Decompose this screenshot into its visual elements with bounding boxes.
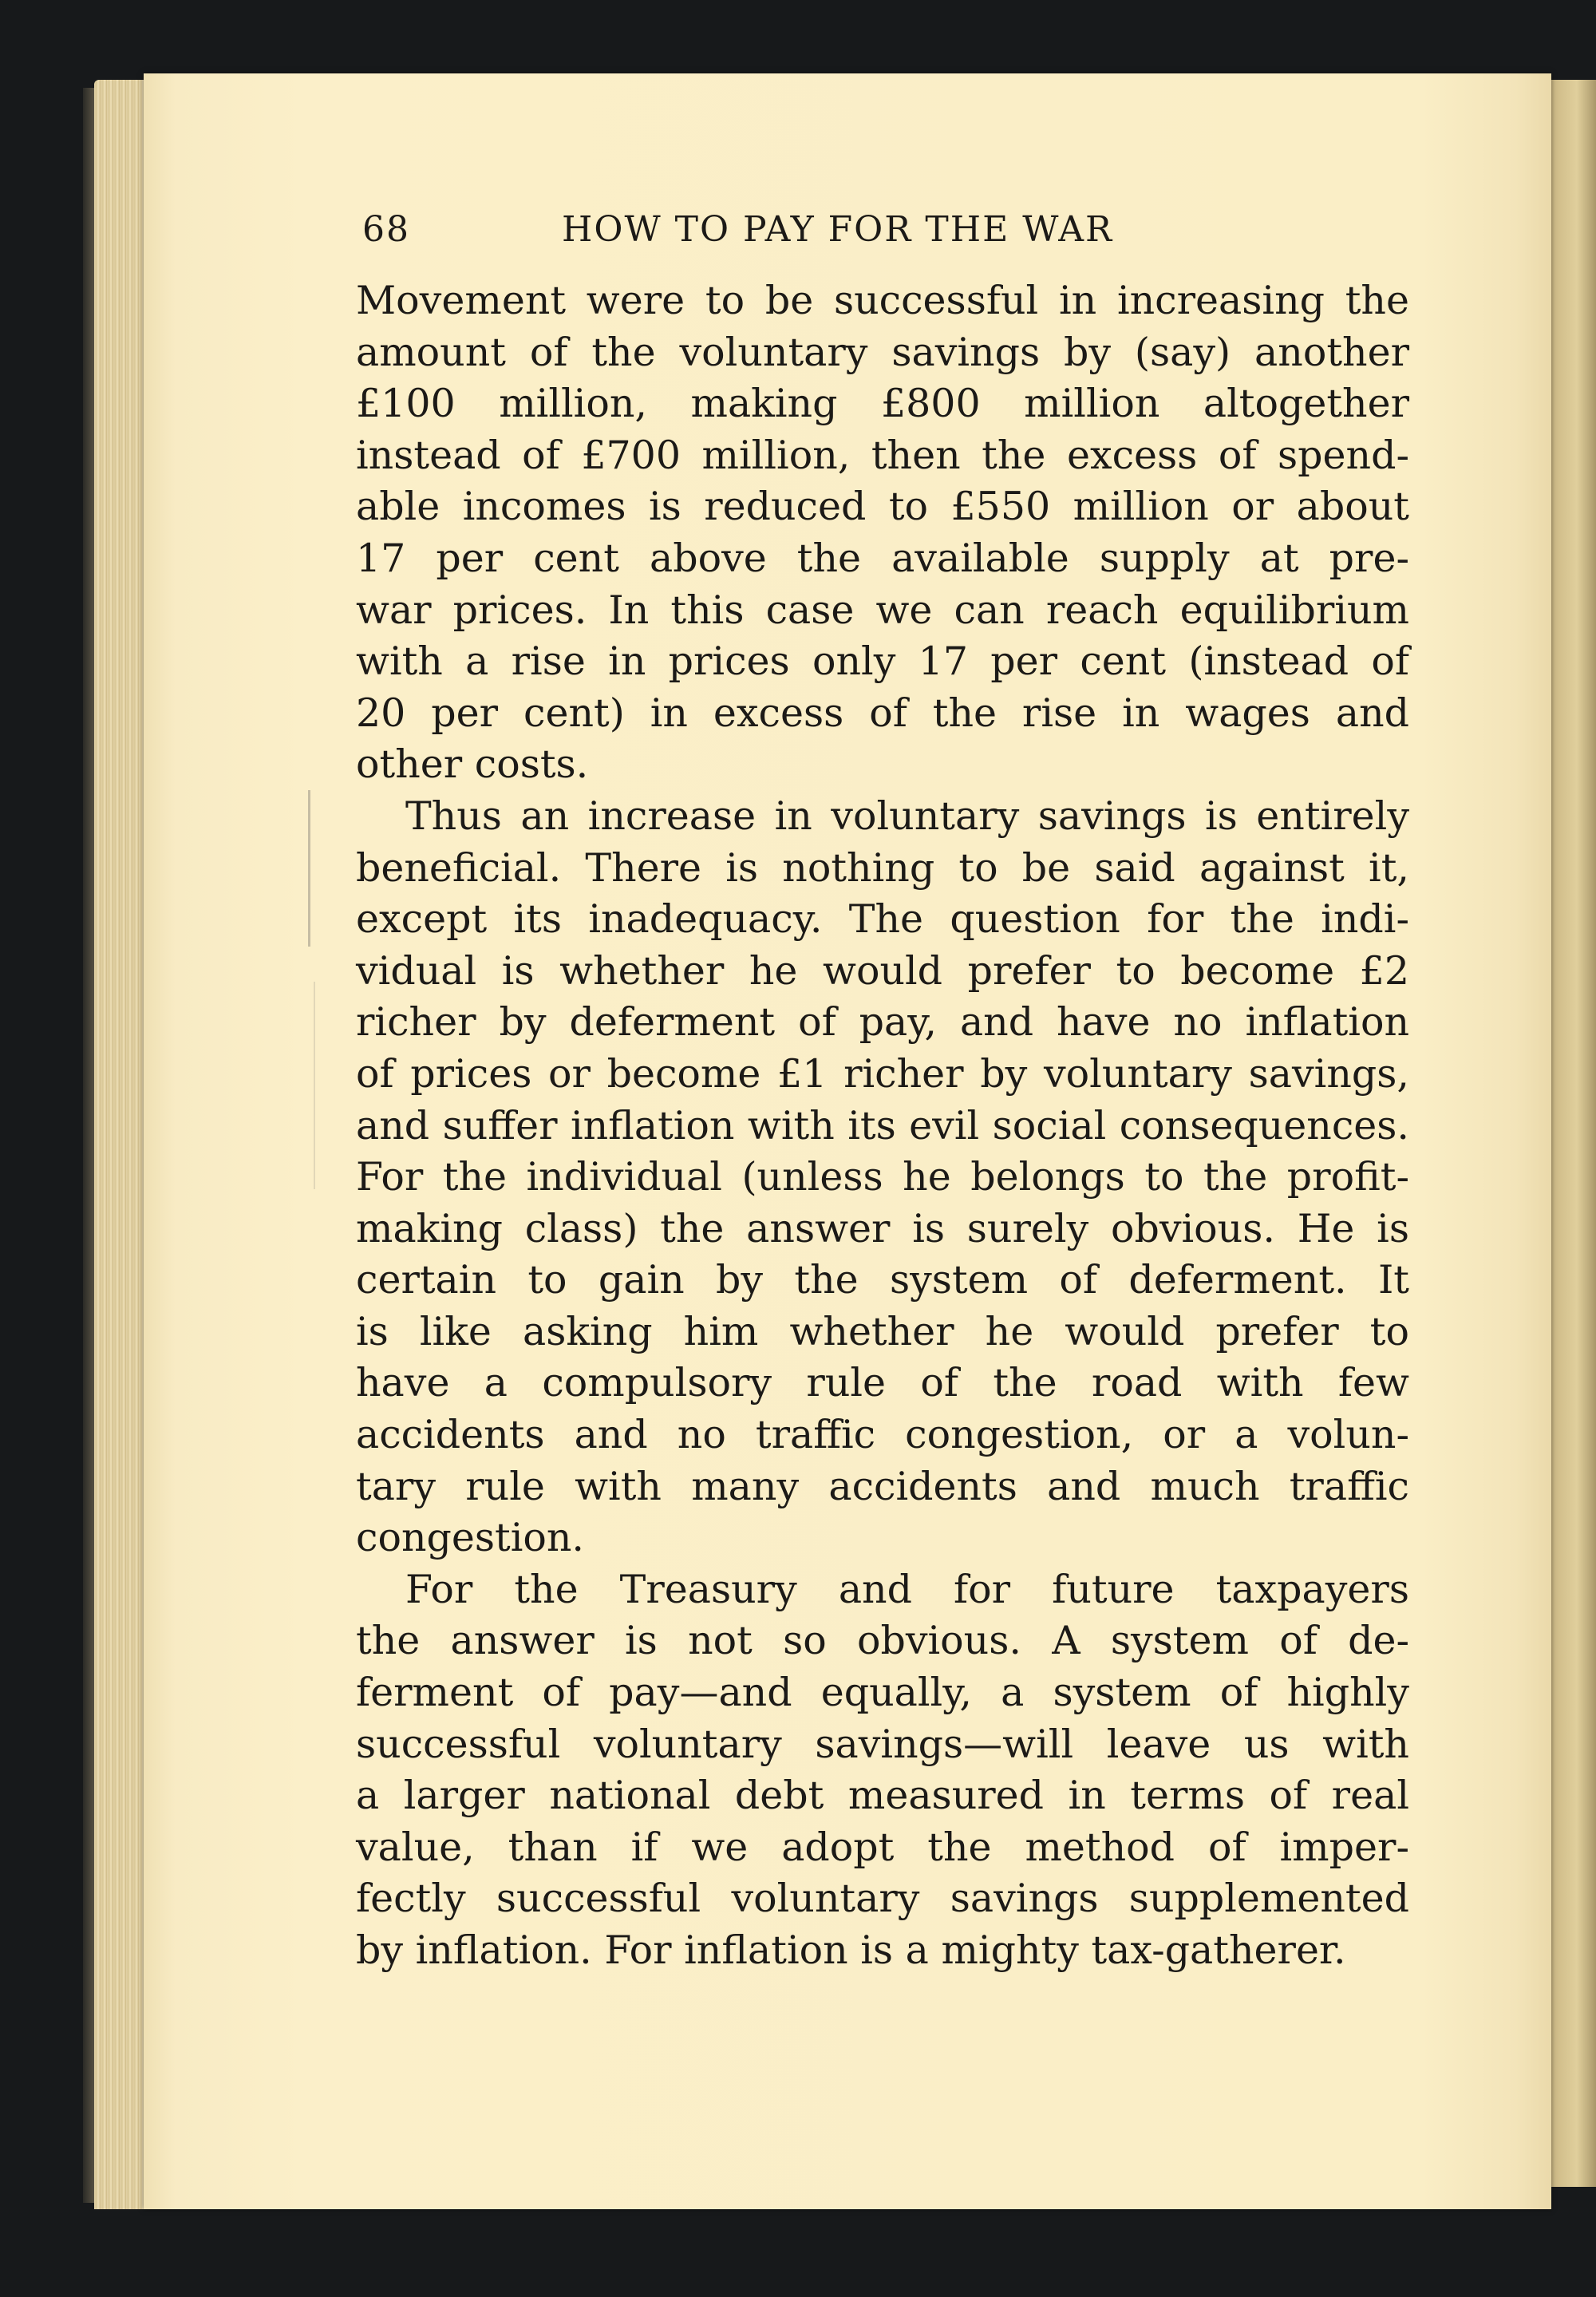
paragraph-first-line: For the Treasury and for future taxpayers — [405, 1566, 1409, 1612]
text-line: with a rise in prices only 17 per cent (instead of — [356, 638, 1409, 685]
text-line: instead of £700 million, then the excess of spend- — [356, 432, 1409, 478]
pencil-margin-mark-faint — [314, 982, 315, 1189]
text-line: war prices. In this case we can reach equilibrium — [356, 587, 1409, 633]
text-line: and suffer inflation with its evil social consequences. — [356, 1102, 1409, 1148]
text-line: fectly successful voluntary savings supplemented — [356, 1876, 1409, 1922]
text-line: For the individual (unless he belongs to the profit- — [356, 1154, 1409, 1200]
text-line: except its inadequacy. The question for the indi- — [356, 896, 1409, 943]
text-line: vidual is whether he would prefer to become £2 — [356, 947, 1409, 994]
text-line: able incomes is reduced to £550 million or about — [356, 484, 1409, 530]
running-header — [362, 209, 1400, 257]
text-line: is like asking him whether he would prefer to — [356, 1308, 1409, 1354]
text-line: making class) the answer is surely obvious. He is — [356, 1205, 1409, 1251]
text-line: of prices or become £1 richer by voluntary savings, — [356, 1050, 1409, 1097]
text-line: congestion. — [356, 1515, 585, 1561]
text-line: by inflation. For inflation is a mighty tax-gatherer. — [356, 1927, 1346, 1973]
text-line: Movement were to be successful in increasing the — [356, 278, 1409, 323]
text-line: value, than if we adopt the method of imper- — [356, 1824, 1409, 1870]
body-text — [356, 275, 1409, 1977]
paragraph-first-line: Thus an increase in voluntary savings is entirely — [405, 793, 1409, 839]
text-line: the answer is not so obvious. A system of de- — [356, 1618, 1409, 1664]
text-line: other costs. — [356, 741, 589, 788]
text-line: richer by deferment of pay, and have no inflation — [356, 999, 1409, 1046]
text-line: a larger national debt measured in terms of real — [356, 1773, 1409, 1819]
text-line: amount of the voluntary savings by (say) another — [356, 329, 1409, 375]
text-line: 17 per cent above the available supply at pre- — [356, 535, 1409, 581]
text-line: accidents and no traffic congestion, or a volun- — [356, 1412, 1409, 1458]
text-line: ferment of pay—and equally, a system of highly — [356, 1670, 1409, 1716]
text-line: 20 per cent) in excess of the rise in wages and — [356, 690, 1409, 736]
text-line: certain to gain by the system of deferment. It — [356, 1257, 1409, 1303]
facing-page-edge — [1548, 80, 1596, 2187]
page-number: 68 — [362, 209, 410, 250]
running-title: HOW TO PAY FOR THE WAR — [562, 209, 1114, 250]
text-line: tary rule with many accidents and much traffic — [356, 1463, 1409, 1509]
text-line: beneficial. There is nothing to be said against it, — [356, 844, 1409, 891]
pencil-margin-mark — [308, 790, 310, 947]
text-line: £100 million, making £800 million altogether — [356, 381, 1409, 427]
text-line: successful voluntary savings—will leave us with — [356, 1721, 1409, 1767]
text-line: have a compulsory rule of the road with few — [356, 1360, 1409, 1406]
